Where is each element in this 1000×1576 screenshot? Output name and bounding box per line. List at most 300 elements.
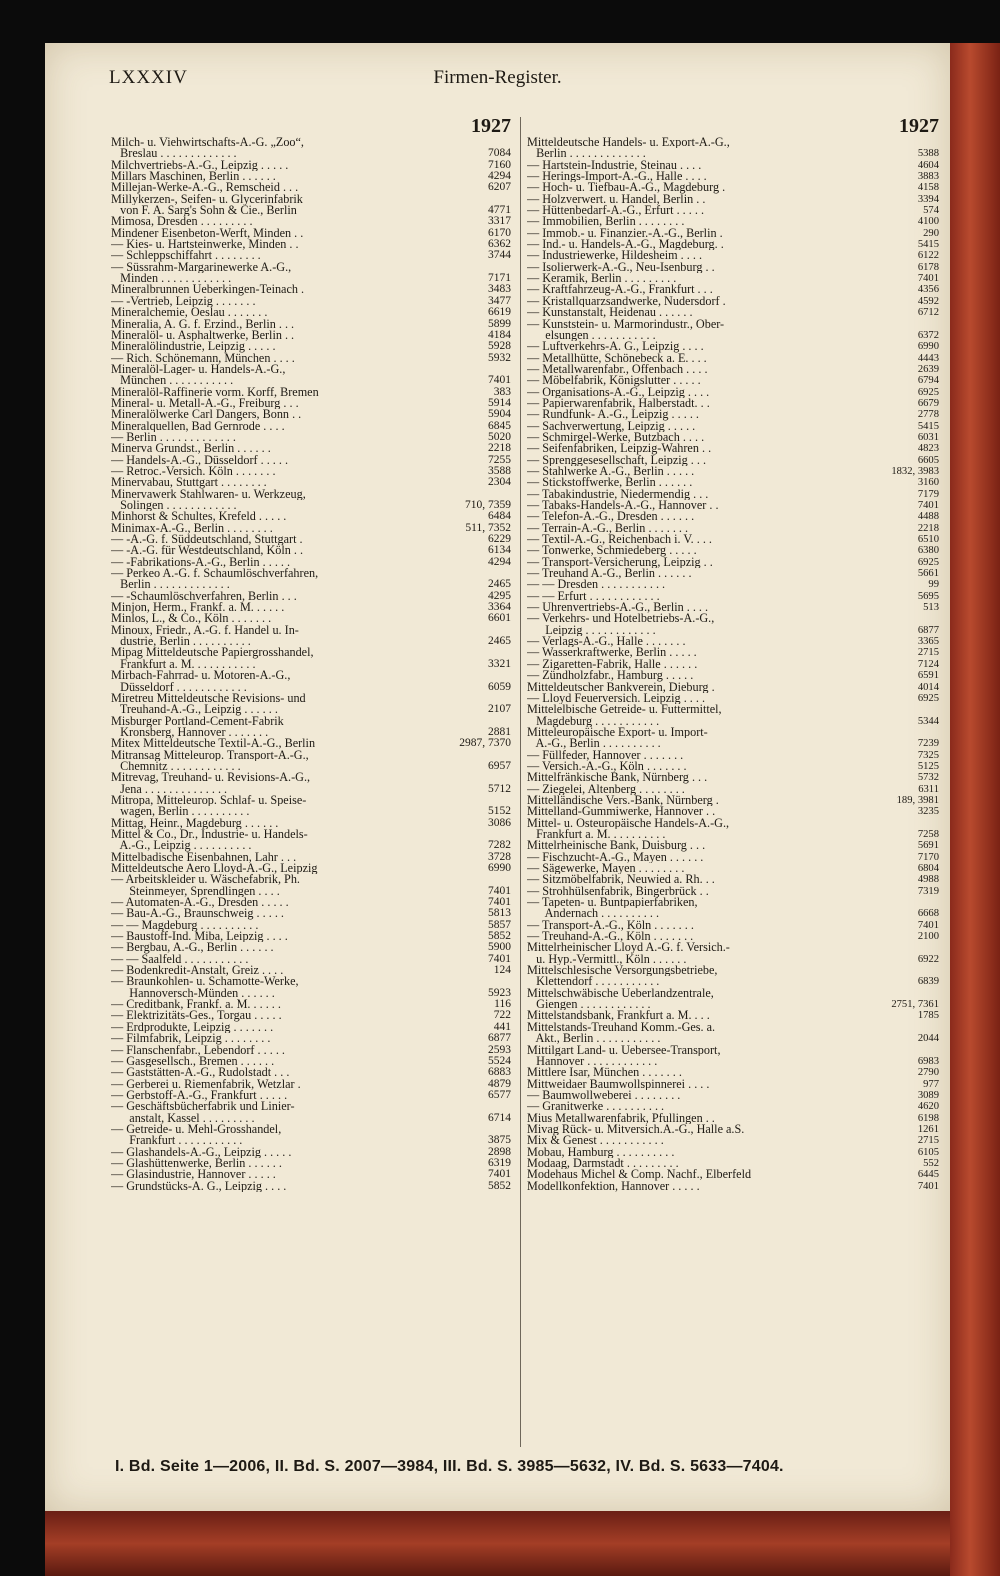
register-entry <box>527 466 939 477</box>
register-entry <box>527 897 939 908</box>
entry-name: von F. A. Sarg's Sohn & Cie., Berlin <box>111 205 297 217</box>
register-entry <box>111 398 511 409</box>
register-entry <box>527 829 939 840</box>
entry-page-ref: 3883 <box>917 171 939 183</box>
entry-name: — Creditbank, Frankf. a. M. . . . . . <box>111 999 281 1011</box>
register-entry <box>527 319 939 330</box>
entry-name: Jena . . . . . . . . . . . . . . <box>111 783 228 795</box>
entry-page-ref: 6372 <box>917 329 939 341</box>
entry-name: — Baumwollweberei . . . . . . . . <box>527 1089 681 1102</box>
entry-page-ref: 5661 <box>917 568 939 580</box>
entry-name: Millars Maschinen, Berlin . . . . . . <box>111 171 276 183</box>
register-entry <box>111 1147 511 1158</box>
entry-name: A.-G., Berlin . . . . . . . . . . <box>527 738 661 750</box>
entry-name: — — Erfurt . . . . . . . . . . . . <box>527 590 660 603</box>
entry-name: — Immobilien, Berlin . . . . . . . . <box>527 216 685 228</box>
entry-page-ref: 7255 <box>488 453 511 466</box>
entry-page-ref: 6198 <box>917 1112 939 1124</box>
entry-page-ref: 5152 <box>488 805 511 818</box>
register-entry <box>527 1090 939 1101</box>
entry-page-ref: 7179 <box>917 488 939 500</box>
entry-name: — Arbeitskleider u. Wäschefabrik, Ph. <box>111 874 300 886</box>
entry-name: Kronsberg, Hannover . . . . . . . <box>111 726 269 739</box>
entry-page-ref: 2304 <box>488 476 511 489</box>
register-entry <box>111 988 511 999</box>
register-entry <box>111 761 511 772</box>
entry-page-ref: 5904 <box>488 408 511 421</box>
entry-name: — Fischzucht-A.-G., Mayen . . . . . . <box>527 851 704 863</box>
entry-name: — Rundfunk- A.-G., Leipzig . . . . . <box>527 409 699 421</box>
register-entry <box>111 750 511 761</box>
entry-page-ref: 7282 <box>488 839 511 852</box>
register-entry <box>527 148 939 159</box>
entry-name: — Gaststätten-A.-G., Rudolstadt . . . <box>111 1067 290 1079</box>
register-entry <box>111 704 511 715</box>
register-entry <box>527 931 939 942</box>
entry-page-ref: 3160 <box>917 477 939 489</box>
entry-name: — Wasserkraftwerke, Berlin . . . . . <box>527 647 697 659</box>
entry-page-ref: 7124 <box>917 658 939 670</box>
entry-page-ref: 2790 <box>917 1067 939 1079</box>
entry-page-ref: 5932 <box>488 351 511 364</box>
register-entry <box>527 761 939 772</box>
entry-page-ref: 6577 <box>488 1088 511 1101</box>
entry-name: — -Vertrieb, Leipzig . . . . . . . <box>111 295 256 308</box>
register-entry <box>111 999 511 1010</box>
register-entry <box>111 1033 511 1044</box>
entry-name: Mineralöl-Raffinerie vorm. Korff, Bremen <box>111 386 319 398</box>
register-entry <box>527 965 939 976</box>
entry-name: Milchvertriebs-A.-G., Leipzig . . . . . <box>111 159 289 172</box>
entry-page-ref: 7401 <box>488 952 511 965</box>
register-entry <box>527 1056 939 1067</box>
entry-name: Treuhand-A.-G., Leipzig . . . . . . <box>111 704 278 716</box>
register-entry <box>111 557 511 568</box>
entry-page-ref: 189, 3981 <box>896 794 939 806</box>
entry-page-ref: 5900 <box>488 941 511 954</box>
entry-page-ref: 4879 <box>488 1077 511 1090</box>
entry-page-ref: 1832, 3983 <box>891 465 939 477</box>
entry-page-ref: 7401 <box>917 1180 939 1192</box>
entry-name: — Sägewerke, Mayen . . . . . . . . <box>527 863 685 875</box>
register-page <box>45 43 950 1511</box>
entry-page-ref: 6990 <box>917 341 939 353</box>
register-entry <box>111 353 511 364</box>
entry-page-ref: 2715 <box>917 647 939 659</box>
register-entry <box>111 205 511 216</box>
entry-page-ref: 441 <box>493 1020 511 1033</box>
entry-name: — Schleppschiffahrt . . . . . . . . <box>111 250 261 262</box>
entry-name: Mittel & Co., Dr., Industrie- u. Handels- <box>111 828 308 841</box>
entry-name: Mittelschwäbische Ueberlandzentrale, <box>527 987 714 1000</box>
entry-name: — — Dresden . . . . . . . . . . . <box>527 579 666 591</box>
entry-page-ref: 3321 <box>488 657 511 670</box>
register-entry <box>527 840 939 851</box>
register-entry <box>527 250 939 261</box>
register-entry <box>111 330 511 341</box>
entry-page-ref: 3875 <box>488 1134 511 1147</box>
register-entry <box>111 942 511 953</box>
entry-page-ref: 6877 <box>488 1032 511 1045</box>
entry-name: wagen, Berlin . . . . . . . . . . <box>111 806 250 818</box>
entry-name: Misburger Portland-Cement-Fabrik <box>111 715 284 727</box>
book-bottom-edge <box>45 1511 950 1576</box>
entry-page-ref: 6990 <box>488 862 511 874</box>
register-entry <box>527 568 939 579</box>
register-entry <box>527 1113 939 1124</box>
entry-name: Mitteldeutsche Aero Lloyd-A.-G., Leipzig <box>111 863 318 875</box>
entry-page-ref: 5415 <box>917 239 939 251</box>
entry-name: — -Schaumlöschverfahren, Berlin . . . <box>111 590 297 603</box>
register-entry <box>527 1124 939 1135</box>
entry-name: — Sachverwertung, Leipzig . . . . . <box>527 420 696 432</box>
register-entry <box>527 353 939 364</box>
entry-page-ref: 6957 <box>488 759 511 772</box>
entry-name: — Retroc.-Versich. Köln . . . . . . . <box>111 465 276 478</box>
column-divider <box>520 117 521 1447</box>
register-entry <box>111 1124 511 1135</box>
entry-name: — Keramik, Berlin . . . . . . . . . <box>527 273 677 285</box>
register-entry <box>111 840 511 851</box>
entry-name: — Kristallquarzsandwerke, Nudersdorf . <box>527 295 726 308</box>
register-entry <box>527 182 939 193</box>
register-entry <box>111 409 511 420</box>
entry-name: Mittelelbische Getreide- u. Futtermittel, <box>527 704 722 716</box>
entry-name: Minerva Grundst., Berlin . . . . . . <box>111 443 271 455</box>
register-entry <box>527 636 939 647</box>
entry-page-ref: 4184 <box>488 328 511 341</box>
entry-name: — Herings-Import-A.-G., Halle . . . . <box>527 171 707 183</box>
register-entry <box>527 988 939 999</box>
register-entry <box>111 613 511 624</box>
register-entry <box>111 216 511 227</box>
register-entry <box>111 364 511 375</box>
entry-name: — Gasgesellsch., Bremen . . . . . . <box>111 1055 275 1068</box>
register-entry <box>527 1181 939 1192</box>
register-entry <box>527 908 939 919</box>
entry-name: Mix & Genest . . . . . . . . . . . <box>527 1135 664 1147</box>
entry-name: Mirbach-Fahrrad- u. Motoren-A.-G., <box>111 670 291 682</box>
entry-page-ref: 7401 <box>488 1168 511 1181</box>
register-entry <box>527 205 939 216</box>
register-entry <box>111 931 511 942</box>
register-entry <box>111 500 511 511</box>
entry-page-ref: 6804 <box>917 863 939 874</box>
entry-name: Mitropa, Mitteleurop. Schlaf- u. Speise- <box>111 794 307 807</box>
entry-name: — -A.-G. f. Süddeutschland, Stuttgart . <box>111 534 303 546</box>
register-entry <box>527 296 939 307</box>
register-entry <box>111 1010 511 1021</box>
entry-name: Mitrevag, Treuhand- u. Revisions-A.-G., <box>111 772 311 784</box>
entry-page-ref: 5524 <box>488 1054 511 1067</box>
entry-name: — Luftverkehrs-A. G., Leipzig . . . . <box>527 341 704 353</box>
entry-name: Mittelrheinische Bank, Duisburg . . . <box>527 840 706 852</box>
register-entry <box>527 874 939 885</box>
entry-name: Mineral- u. Metall-A.-G., Freiburg . . . <box>111 397 299 410</box>
register-entry <box>527 659 939 670</box>
register-entry <box>111 534 511 545</box>
entry-name: — Glasindustrie, Hannover . . . . . <box>111 1169 276 1181</box>
entry-page-ref: 2898 <box>488 1145 511 1158</box>
entry-name: — Erdprodukte, Leipzig . . . . . . . <box>111 1021 274 1034</box>
register-entry <box>527 1158 939 1169</box>
entry-name: Mittelfränkische Bank, Nürnberg . . . <box>527 772 708 784</box>
entry-name: Modaag, Darmstadt . . . . . . . . . <box>527 1157 679 1170</box>
register-entry <box>111 920 511 931</box>
entry-page-ref: 6178 <box>917 261 939 273</box>
register-entry <box>111 602 511 613</box>
register-entry <box>111 182 511 193</box>
register-entry <box>527 375 939 386</box>
register-entry <box>527 364 939 375</box>
register-entry <box>111 477 511 488</box>
entry-name: — -Fabrikations-A.-G., Berlin . . . . . <box>111 556 291 569</box>
entry-name: elsungen . . . . . . . . . . . <box>527 329 656 342</box>
register-entry <box>527 976 939 987</box>
entry-page-ref: 5695 <box>917 590 939 602</box>
entry-name: Magdeburg . . . . . . . . . . . <box>527 715 660 727</box>
entry-page-ref: 7401 <box>488 896 511 909</box>
entry-page-ref: 6059 <box>488 680 511 693</box>
entry-page-ref: 6380 <box>917 545 939 557</box>
entry-page-ref: 6105 <box>917 1146 939 1158</box>
entry-name: Berlin . . . . . . . . . . . . . <box>527 148 646 160</box>
register-entry <box>111 466 511 477</box>
entry-name: Mittelländische Vers.-Bank, Nürnberg . <box>527 794 719 807</box>
register-entry <box>527 330 939 341</box>
entry-name: Chemnitz . . . . . . . . . . . . <box>111 760 241 773</box>
register-entry <box>111 818 511 829</box>
register-entry <box>527 727 939 738</box>
register-entry <box>527 523 939 534</box>
entry-name: Mittelstandsbank, Frankfurt a. M. . . . <box>527 1010 710 1022</box>
entry-name: Mitteldeutscher Bankverein, Dieburg . <box>527 681 715 693</box>
register-entry <box>111 250 511 261</box>
entry-page-ref: 574 <box>923 205 939 217</box>
entry-name: — Tonwerke, Schmiedeberg . . . . . <box>527 545 697 557</box>
entry-name: — Glashandels-A.-G., Leipzig . . . . . <box>111 1146 292 1158</box>
register-entry <box>111 659 511 670</box>
entry-name: — Transport-Versicherung, Leipzig . . <box>527 556 713 569</box>
entry-page-ref: 7160 <box>488 158 511 171</box>
entry-name: Frankfurt . . . . . . . . . . . <box>111 1135 243 1147</box>
register-entry <box>111 1022 511 1033</box>
entry-name: — -A.-G. für Westdeutschland, Köln . . <box>111 545 304 557</box>
register-entry <box>111 545 511 556</box>
entry-name: Leipzig . . . . . . . . . . . . <box>527 624 656 637</box>
register-entry <box>111 307 511 318</box>
entry-name: A.-G., Leipzig . . . . . . . . . . <box>111 840 252 852</box>
left-column <box>111 115 511 1192</box>
entry-page-ref: 6679 <box>917 397 939 409</box>
entry-name: anstalt, Kassel . . . . . . . . . <box>111 1112 255 1124</box>
entry-page-ref: 3744 <box>488 249 511 262</box>
entry-name: Mittlere Isar, München . . . . . . . <box>527 1067 682 1079</box>
register-entry <box>111 738 511 749</box>
entry-page-ref: 2465 <box>488 578 511 591</box>
entry-name: — Hoch- u. Tiefbau-A.-G., Magdeburg . <box>527 182 726 194</box>
register-entry <box>527 1101 939 1112</box>
left-entry-list <box>111 137 511 1192</box>
entry-name: Mineralölwerke Carl Dangers, Bonn . . <box>111 409 302 421</box>
entry-page-ref: 6510 <box>917 534 939 546</box>
entry-name: — Papierwarenfabrik, Halberstadt. . . <box>527 397 710 410</box>
entry-page-ref: 5125 <box>917 760 939 772</box>
register-entry <box>111 863 511 874</box>
register-entry <box>527 477 939 488</box>
entry-name: Mindener Eisenbeton-Werft, Minden . . <box>111 227 304 240</box>
entry-page-ref: 6619 <box>488 306 511 319</box>
entry-page-ref: 552 <box>923 1157 939 1169</box>
entry-page-ref: 4356 <box>917 284 939 296</box>
entry-page-ref: 6170 <box>488 226 511 239</box>
entry-name: — Granitwerke . . . . . . . . . . <box>527 1101 665 1113</box>
entry-page-ref: 5415 <box>917 420 939 432</box>
entry-name: Mivag Rück- u. Mitversich.A.-G., Halle a.S. <box>527 1123 745 1136</box>
register-entry <box>111 443 511 454</box>
register-entry <box>111 1113 511 1124</box>
register-entry <box>111 954 511 965</box>
entry-name: Minervawerk Stahlwaren- u. Werkzeug, <box>111 488 306 500</box>
entry-name: — Metallwarenfabr., Offenbach . . . . <box>527 363 708 376</box>
register-entry <box>527 1135 939 1146</box>
entry-name: Modellkonfektion, Hannover . . . . . <box>527 1180 700 1192</box>
entry-name: Mineralöl-Lager- u. Handels-A.-G., <box>111 363 286 376</box>
entry-page-ref: 2593 <box>488 1043 511 1056</box>
entry-page-ref: 4604 <box>917 159 939 171</box>
entry-name: Millykerzen-, Seifen- u. Glycerinfabrik <box>111 193 303 206</box>
entry-name: Düsseldorf . . . . . . . . . . . . <box>111 681 247 693</box>
register-entry <box>527 1033 939 1044</box>
entry-name: Millejan-Werke-A.-G., Remscheid . . . <box>111 182 299 194</box>
entry-page-ref: 7170 <box>917 851 939 863</box>
entry-name: — Bodenkredit-Anstalt, Greiz . . . . <box>111 965 284 977</box>
entry-page-ref: 5852 <box>488 1179 511 1192</box>
entry-page-ref: 4158 <box>917 182 939 194</box>
entry-page-ref: 2218 <box>488 442 511 455</box>
entry-page-ref: 5732 <box>917 772 939 784</box>
register-entry <box>527 738 939 749</box>
entry-name: Mittelbadische Eisenbahnen, Lahr . . . <box>111 851 297 863</box>
entry-page-ref: 2218 <box>917 522 939 534</box>
entry-page-ref: 5923 <box>488 986 511 999</box>
register-entry <box>111 341 511 352</box>
entry-name: — Hüttenbedarf-A.-G., Erfurt . . . . . <box>527 205 705 217</box>
register-entry <box>111 1045 511 1056</box>
entry-page-ref: 6445 <box>917 1169 939 1181</box>
entry-page-ref: 3394 <box>917 193 939 205</box>
entry-name: — Tabakindustrie, Niedermendig . . . <box>527 488 709 500</box>
entry-name: München . . . . . . . . . . . <box>111 375 234 387</box>
register-entry <box>111 387 511 398</box>
register-entry <box>111 511 511 522</box>
entry-page-ref: 6229 <box>488 533 511 546</box>
register-entry <box>527 704 939 715</box>
entry-page-ref: 6925 <box>917 556 939 568</box>
register-entry <box>527 954 939 965</box>
entry-page-ref: 2044 <box>917 1033 939 1045</box>
entry-page-ref: 7401 <box>488 884 511 897</box>
register-entry <box>111 1158 511 1169</box>
register-entry <box>111 908 511 919</box>
register-entry <box>527 500 939 511</box>
register-entry <box>527 591 939 602</box>
right-year-heading: 1927 <box>899 115 939 137</box>
entry-page-ref: 6877 <box>917 624 939 636</box>
entry-name: Frankfurt a. M. . . . . . . . . . . <box>111 658 256 671</box>
entry-page-ref: 4014 <box>917 681 939 693</box>
register-entry <box>111 319 511 330</box>
entry-page-ref: 3483 <box>488 283 511 296</box>
entry-page-ref: 5928 <box>488 340 511 353</box>
register-entry <box>527 772 939 783</box>
register-entry <box>527 239 939 250</box>
register-entry <box>527 670 939 681</box>
entry-name: Mineralchemie, Oeslau . . . . . . . <box>111 307 268 319</box>
entry-name: Modehaus Michel & Comp. Nachf., Elberfeld <box>527 1169 752 1181</box>
entry-page-ref: 511, 7352 <box>465 521 511 534</box>
entry-page-ref: 5852 <box>488 930 511 943</box>
register-entry <box>527 489 939 500</box>
entry-name: — Zündholzfabr., Hamburg . . . . . <box>527 670 694 682</box>
register-entry <box>111 1056 511 1067</box>
entry-name: Mittelrheinischer Lloyd A.-G. f. Versich.- <box>527 942 730 954</box>
entry-name: — Berlin . . . . . . . . . . . . . <box>111 431 236 444</box>
entry-page-ref: 6839 <box>917 976 939 988</box>
page-title: Firmen-Register. <box>433 67 562 88</box>
entry-name: — Geschäftsbücherfabrik und Linier- <box>111 1101 295 1113</box>
entry-name: — Grundstücks-A. G., Leipzig . . . . <box>111 1180 287 1192</box>
entry-page-ref: 7084 <box>488 147 511 160</box>
entry-page-ref: 7239 <box>917 738 939 750</box>
entry-name: — Treuhand A.-G., Berlin . . . . . . <box>527 568 692 580</box>
entry-page-ref: 3365 <box>917 636 939 648</box>
register-entry <box>527 1079 939 1090</box>
register-entry <box>111 239 511 250</box>
entry-page-ref: 722 <box>493 1009 511 1022</box>
register-entry <box>111 716 511 727</box>
register-entry <box>111 852 511 863</box>
entry-name: Mittelland-Gummiwerke, Hannover . . <box>527 806 716 818</box>
entry-name: — Textil-A.-G., Reichenbach i. V. . . . <box>527 534 712 546</box>
register-entry <box>111 727 511 738</box>
register-entry <box>111 171 511 182</box>
register-entry <box>111 693 511 704</box>
entry-page-ref: 4823 <box>917 443 939 455</box>
entry-name: — Bergbau, A.-G., Berlin . . . . . . <box>111 942 274 954</box>
register-entry <box>527 602 939 613</box>
register-entry <box>111 296 511 307</box>
entry-page-ref: 6601 <box>488 612 511 625</box>
register-entry <box>527 1045 939 1056</box>
entry-name: Minoux, Friedr., A.-G. f. Handel u. In- <box>111 624 299 637</box>
entry-page-ref: 6362 <box>488 238 511 251</box>
right-entry-list <box>527 137 939 1192</box>
entry-page-ref: 7401 <box>917 273 939 285</box>
register-entry <box>111 897 511 908</box>
entry-name: — Bau-A.-G., Braunschweig . . . . . <box>111 908 284 920</box>
entry-name: — Tapeten- u. Buntpapierfabriken, <box>527 897 698 909</box>
entry-name: — Stahlwerke A.-G., Berlin . . . . . <box>527 465 695 478</box>
entry-name: — Baustoff-Ind. Miba, Leipzig . . . . <box>111 931 288 943</box>
register-entry <box>111 625 511 636</box>
entry-name: — Isolierwerk-A.-G., Neu-Isenburg . . <box>527 261 715 274</box>
entry-name: — Treuhand-A.-G., Köln . . . . . . . <box>527 931 694 943</box>
entry-name: — Holzverwert. u. Handel, Berlin . . <box>527 193 706 206</box>
register-entry <box>527 1067 939 1078</box>
entry-page-ref: 6983 <box>917 1055 939 1067</box>
entry-page-ref: 5344 <box>917 715 939 727</box>
